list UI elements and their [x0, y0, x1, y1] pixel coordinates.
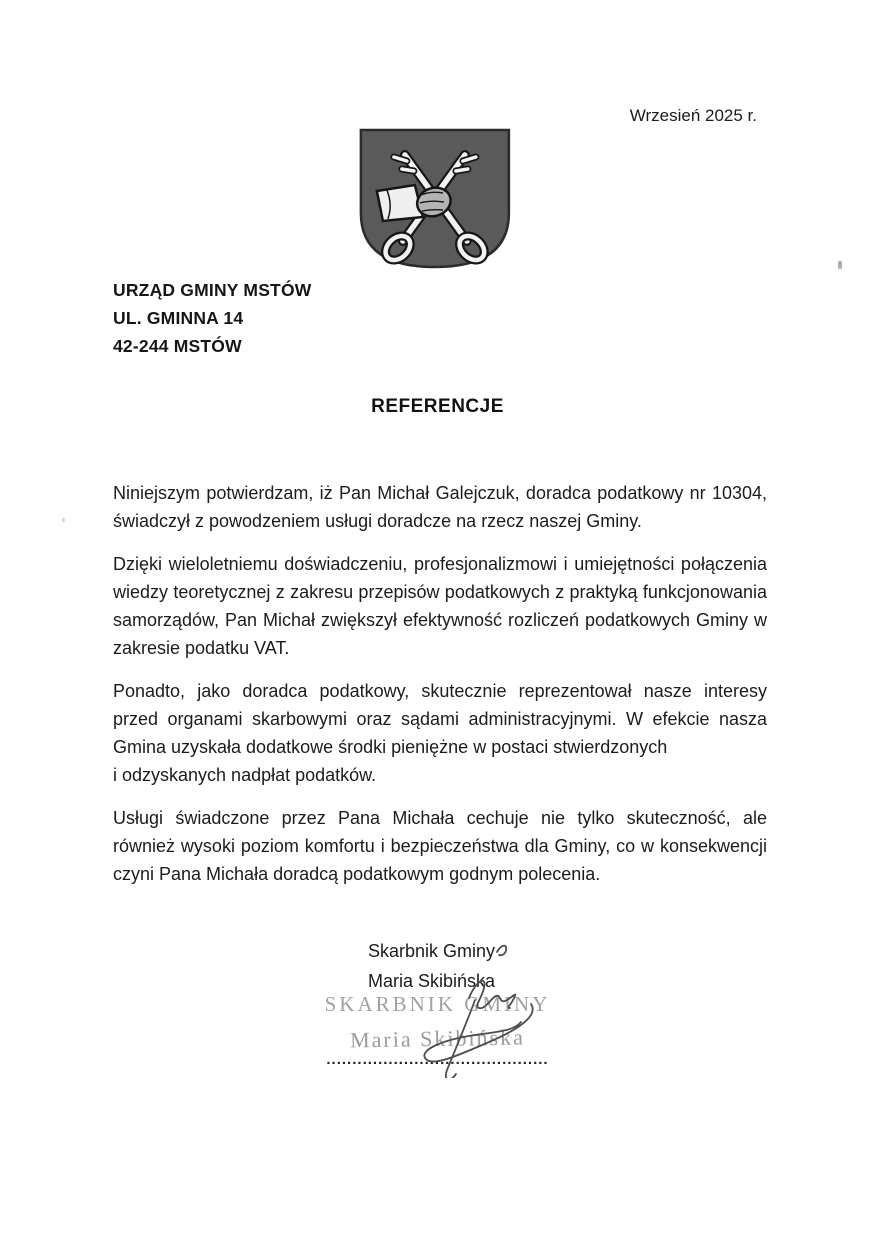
paragraph-3-main: Ponadto, jako doradca podatkowy, skutecznie reprezentował nasze interesy przed organami skarbowymi oraz sądami administracyjnymi. W efekcie nasza Gmina uzyskała dodatkowe środki pieniężne w postaci stwierdzonych	[113, 681, 767, 757]
signature-name: Maria Skibińska	[367, 971, 496, 991]
signature-descender	[446, 1000, 475, 1078]
paragraph-3-tail: i odzyskanych nadpłat podatków.	[113, 765, 377, 785]
paragraph-3	[113, 677, 767, 789]
paragraph-4: Usługi świadczone przez Pana Michała cechuje nie tylko skuteczność, ale również wysoki poziom komfortu i bezpieczeństwa dla Gminy, co w konsekwencji czyni Pana Michała doradcą podatkowym godnym polecenia.	[113, 808, 767, 884]
mstow-coat-of-arms-icon	[356, 127, 512, 271]
letter-date: Wrzesień 2025 r.	[629, 106, 757, 125]
signature-loop	[424, 1004, 532, 1062]
handwritten-signature	[385, 938, 585, 1078]
scan-artifact	[838, 261, 842, 269]
letter-body	[113, 479, 767, 903]
signature-tick-mark	[497, 946, 506, 956]
signature-role: Skarbnik Gminy	[367, 941, 496, 961]
sender-street: UL. GMINNA 14	[113, 308, 244, 328]
dotted-signature-line: ...........................................	[326, 1051, 549, 1068]
paragraph-2: Dzięki wieloletniemu doświadczeniu, profesjonalizmowi i umiejętności połączenia wiedzy teoretycznej z zakresu przepisów podatkowych z praktyką funkcjonowania samorządów, Pan Michał zwiększył efektywność rozliczeń podatkowych Gminy w zakresie podatku VAT.	[113, 554, 767, 658]
stamp-role-text: SKARBNIK GMINY	[324, 992, 551, 1016]
sender-postal-city: 42-244 MSTÓW	[113, 336, 242, 356]
sender-name: URZĄD GMINY MSTÓW	[113, 280, 312, 300]
stamp-name-text: Maria Skibińska	[349, 1024, 526, 1053]
letter-title: REFERENCJE	[371, 396, 504, 417]
sender-address-block	[113, 276, 311, 360]
scan-artifact	[62, 518, 65, 522]
signature-squiggle	[469, 981, 515, 1008]
paragraph-1: Niniejszym potwierdzam, iż Pan Michał Galejczuk, doradca podatkowy nr 10304, świadczył z powodzeniem usługi doradcze na rzecz naszej Gminy.	[113, 483, 767, 531]
